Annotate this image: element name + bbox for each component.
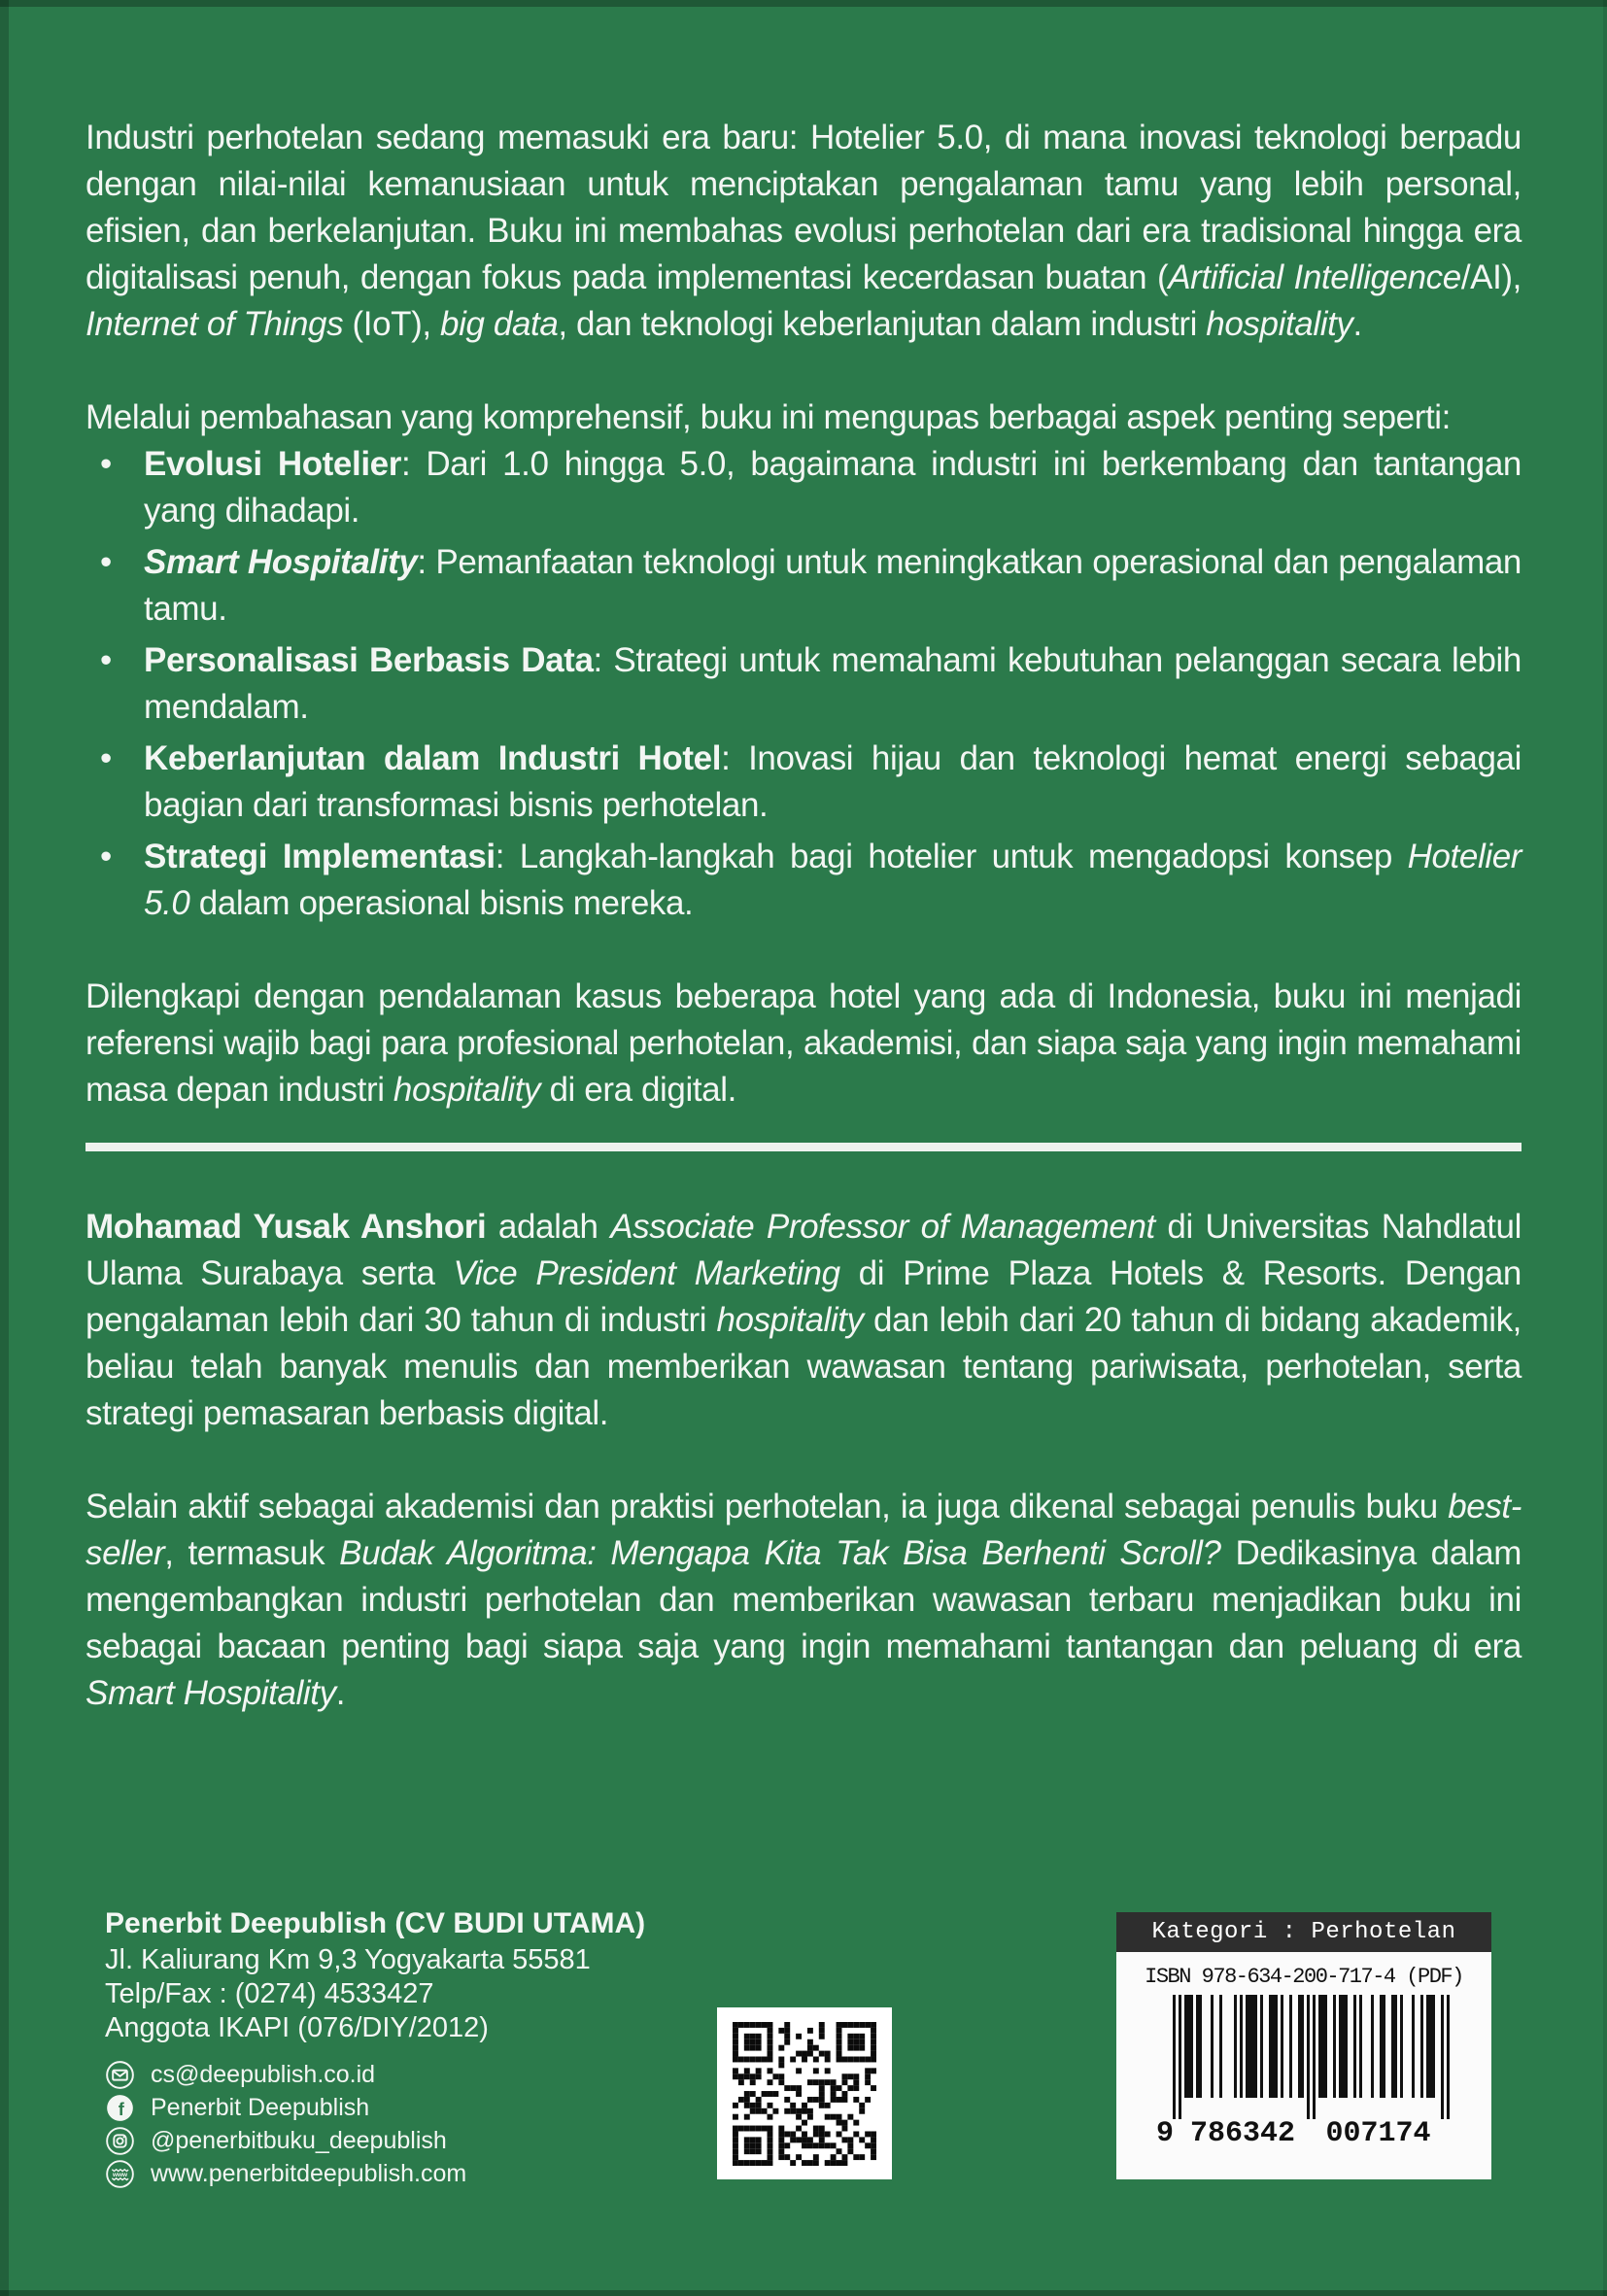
contact-website-label: www.penerbitdeepublish.com	[151, 2160, 467, 2187]
text-segment: : Pemanfaatan teknologi untuk meningkatkan operasional dan pengalaman tamu.	[144, 543, 1522, 628]
text-segment: Associate Professor of Management	[610, 1208, 1155, 1246]
text-segment: Melalui pembahasan yang komprehensif, buku ini mengupas berbagai aspek penting seperti:	[85, 398, 1452, 436]
contact-row-website	[105, 2158, 645, 2190]
contact-email-label: cs@deepublish.co.id	[151, 2061, 376, 2088]
text-segment: Industri perhotelan sedang memasuki era baru: Hotelier 5.0, di mana inovasi teknologi berpadu dengan nilai-nilai kemanusiaan untuk menciptakan pengalaman tamu yang lebih personal, efisien, dan berkelanjutan. Buku ini membahas evolusi perhotelan dari era tradisional hingga era digitalisasi penuh, dengan fokus pada implementasi kecerdasan buatan (	[85, 119, 1522, 296]
contact-row-facebook	[105, 2092, 645, 2124]
publisher-name: Penerbit Deepublish (CV BUDI UTAMA)	[105, 1907, 646, 1939]
text-segment: : Strategi untuk memahami kebutuhan pelanggan secara lebih mendalam.	[144, 641, 1522, 726]
text-segment: di era digital.	[540, 1071, 736, 1109]
qr-code	[717, 2007, 892, 2179]
isbn-number: ISBN 978-634-200-717-4 (PDF)	[1145, 1965, 1463, 1989]
text-segment: .	[335, 1674, 346, 1712]
contact-row-email	[105, 2059, 645, 2091]
svg-text:786342: 786342	[1189, 2117, 1296, 2150]
isbn-barcode	[1148, 1995, 1459, 2150]
text-segment: big data	[440, 305, 559, 343]
text-segment: Mohamad Yusak Anshori	[85, 1208, 487, 1246]
paragraph-author-bio	[85, 1204, 1522, 1437]
svg-text:007174: 007174	[1325, 2117, 1431, 2150]
publisher-block	[105, 1904, 645, 2191]
publisher-contacts	[105, 2059, 645, 2190]
text-segment: /AI),	[1460, 258, 1522, 296]
text-segment: best-seller	[85, 1488, 1522, 1572]
text-segment: , termasuk	[164, 1534, 340, 1572]
cover-edge-right	[1603, 0, 1607, 2296]
text-segment: Selain aktif sebagai akademisi dan praktisi perhotelan, ia juga dikenal sebagai penulis buku	[85, 1488, 1449, 1525]
key-points-list	[85, 441, 1522, 927]
list-item	[85, 539, 1522, 633]
synopsis-content	[85, 115, 1522, 1764]
text-segment: , dan teknologi keberlanjutan dalam industri	[558, 305, 1207, 343]
instagram-icon	[105, 2126, 135, 2156]
text-segment: Dedikasinya dalam mengembangkan industri perhotelan dan memberikan wawasan terbaru menjadikan buku ini sebagai bacaan penting bagi siapa saja yang ingin memahami tantangan dan peluang di era	[85, 1534, 1522, 1665]
text-segment: dalam operasional bisnis mereka.	[189, 884, 694, 922]
text-segment: adalah	[486, 1208, 611, 1246]
text-segment: : Langkah-langkah bagi hotelier untuk mengadopsi konsep	[495, 838, 1408, 875]
isbn-panel	[1116, 1912, 1491, 2179]
text-segment: hospitality	[393, 1071, 541, 1109]
svg-text:f: f	[118, 2099, 124, 2119]
list-item	[85, 441, 1522, 534]
text-segment: Evolusi Hotelier	[144, 445, 401, 483]
text-segment: dan lebih dari 20 tahun di bidang akademik, beliau telah banyak menulis dan memberikan wawasan tentang pariwisata, perhotelan, serta strategi pemasaran berbasis digital.	[85, 1301, 1522, 1432]
contact-instagram-label: @penerbitbuku_deepublish	[151, 2127, 447, 2154]
text-segment: hospitality	[1206, 305, 1353, 343]
text-segment: Keberlanjutan dalam Industri Hotel	[144, 739, 722, 777]
list-item	[85, 637, 1522, 731]
text-segment: : Dari 1.0 hingga 5.0, bagaimana industri ini berkembang dan tantangan yang dihadapi.	[144, 445, 1522, 530]
paragraph-overview	[85, 394, 1522, 441]
facebook-icon	[105, 2093, 135, 2123]
text-segment: Hotelier 5.0	[144, 838, 1522, 922]
publisher-address: Jl. Kaliurang Km 9,3 Yogyakarta 55581	[105, 1944, 591, 1975]
text-segment: Strategi Implementasi	[144, 838, 496, 875]
text-segment: di Universitas Nahdlatul Ulama Surabaya serta	[85, 1208, 1522, 1292]
list-item	[85, 834, 1522, 927]
text-segment: Internet of Things	[85, 305, 344, 343]
text-segment: (IoT),	[343, 305, 441, 343]
envelope-icon	[105, 2060, 135, 2090]
category-label: Kategori : Perhotelan	[1151, 1919, 1456, 1945]
qr-code-pattern	[733, 2022, 876, 2166]
text-segment: Vice President Marketing	[453, 1254, 840, 1292]
text-segment: Dilengkapi dengan pendalaman kasus beberapa hotel yang ada di Indonesia, buku ini menjadi referensi wajib bagi para profesional perhotelan, akademisi, dan siapa saja yang ingin memahami masa depan industri	[85, 977, 1522, 1109]
globe-www-icon	[105, 2159, 135, 2189]
text-segment: hospitality	[716, 1301, 864, 1339]
cover-edge-top	[0, 0, 1607, 7]
text-segment: Personalisasi Berbasis Data	[144, 641, 594, 679]
paragraph-author-works	[85, 1484, 1522, 1717]
publisher-phone: Telp/Fax : (0274) 4533427	[105, 1978, 434, 2009]
section-divider	[85, 1143, 1522, 1151]
category-bar	[1116, 1912, 1491, 1952]
contact-row-instagram	[105, 2125, 645, 2157]
text-segment: di Prime Plaza Hotels & Resorts. Dengan pengalaman lebih dari 30 tahun di industri	[85, 1254, 1522, 1339]
list-item	[85, 736, 1522, 829]
paragraph-intro	[85, 115, 1522, 348]
text-segment: Artificial Intelligence	[1168, 258, 1461, 296]
contact-facebook-label: Penerbit Deepublish	[151, 2094, 370, 2121]
paragraph-closing	[85, 974, 1522, 1114]
text-segment: : Inovasi hijau dan teknologi hemat energi sebagai bagian dari transformasi bisnis perhotelan.	[144, 739, 1522, 824]
svg-text:www: www	[112, 2172, 128, 2179]
text-segment: Budak Algoritma: Mengapa Kita Tak Bisa Berhenti Scroll?	[339, 1534, 1221, 1572]
cover-edge-bottom	[0, 2290, 1607, 2296]
publisher-membership: Anggota IKAPI (076/DIY/2012)	[105, 2012, 489, 2043]
isbn-panel-body	[1116, 1952, 1491, 2179]
text-segment: Smart Hospitality	[144, 543, 418, 581]
text-segment: .	[1352, 305, 1362, 343]
cover-edge-left	[0, 0, 9, 2296]
text-segment: Smart Hospitality	[85, 1674, 336, 1712]
svg-text:9: 9	[1156, 2117, 1175, 2150]
